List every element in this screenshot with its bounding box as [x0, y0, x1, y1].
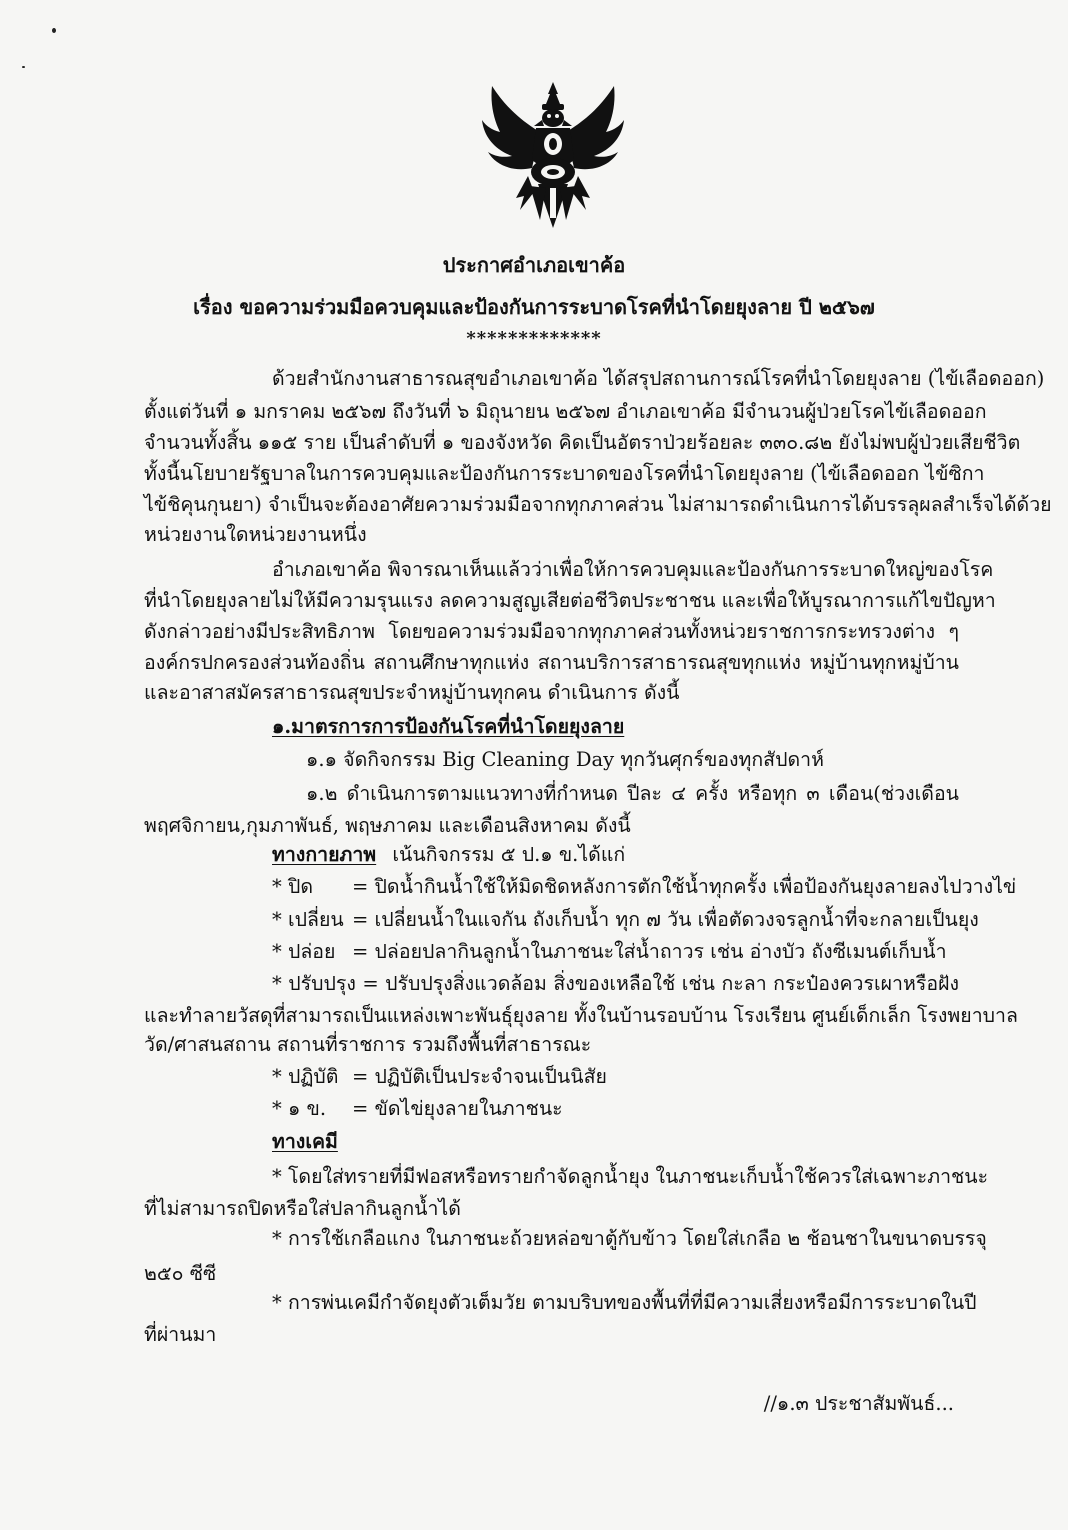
scan-speck: [52, 28, 56, 33]
section-1-heading: ๑.มาตรการการป้องกันโรคที่นำโดยยุงลาย: [272, 715, 625, 738]
p-item-key: * ปฏิบัติ: [272, 1065, 339, 1088]
p-item-key: * ปล่อย: [272, 940, 336, 963]
chemical-label: ทางเคมี: [272, 1130, 338, 1153]
paragraph-2-line: ที่นำโดยยุงลายไม่ให้มีความรุนแรง ลดความสูญเสียต่อชีวิตประชาชน และเพื่อให้บูรณาการแก้ไขปัญหา: [144, 589, 996, 612]
chemical-item-line: ๒๕๐ ซีซี: [144, 1262, 217, 1285]
p-item-text: = เปลี่ยนน้ำในแจกัน ถังเก็บน้ำ ทุก ๗ วัน เพื่อตัดวงจรลูกน้ำที่จะกลายเป็นยุง: [352, 908, 979, 931]
p-item-close: [272, 874, 1016, 900]
item-1-2-line: ๑.๒ ดำเนินการตามแนวทางที่กำหนด ปีละ ๔ ครั้ง หรือทุก ๓ เดือน(ช่วงเดือน: [306, 782, 959, 805]
scan-speck: [22, 66, 25, 68]
p-item-improve-line: วัด/ศาสนสถาน สถานที่ราชการ รวมถึงพื้นที่สาธารณะ: [144, 1033, 592, 1056]
paragraph-1-line: ทั้งนี้นโยบายรัฐบาลในการควบคุมและป้องกันการระบาดของโรคที่นำโดยยุงลาย (ไข้เลือดออก ไข้ซิกา: [144, 462, 985, 485]
chemical-item-line: ที่ไม่สามารถปิดหรือใส่ปลากินลูกน้ำได้: [144, 1197, 461, 1220]
separator-stars: *************: [466, 328, 602, 349]
garuda-emblem-icon: [478, 80, 628, 230]
continuation-marker: //๑.๓ ประชาสัมพันธ์...: [763, 1392, 954, 1415]
p-item-text: = ปฏิบัติเป็นประจำจนเป็นนิสัย: [352, 1065, 607, 1088]
p-item-text: = ปิดน้ำกินน้ำใช้ให้มิดชิดหลังการตักใช้น้ำทุกครั้ง เพื่อป้องกันยุงลายลงไปวางไข่: [352, 875, 1017, 898]
announcement-title: ประกาศอำเภอเขาค้อ: [442, 253, 626, 277]
item-1-1: ๑.๑ จัดกิจกรรม Big Cleaning Day ทุกวันศุกร์ของทุกสัปดาห์: [306, 748, 824, 771]
paragraph-1-line: ตั้งแต่วันที่ ๑ มกราคม ๒๕๖๗ ถึงวันที่ ๖ มิถุนายน ๒๕๖๗ อำเภอเขาค้อ มีจำนวนผู้ป่วยโรคไข้เลือดออก: [144, 400, 987, 423]
p-item-scrub: [272, 1096, 563, 1122]
chemical-item-line: * การใช้เกลือแกง ในภาชนะถ้วยหล่อขาตู้กับข้าว โดยใส่เกลือ ๒ ช้อนชาในขนาดบรรจุ: [272, 1227, 987, 1250]
paragraph-2-line: อำเภอเขาค้อ พิจารณาเห็นแล้วว่าเพื่อให้การควบคุมและป้องกันการระบาดใหญ่ของโรค: [272, 558, 994, 581]
paragraph-2-line: ดังกล่าวอย่างมีประสิทธิภาพ โดยขอความร่วมมือจากทุกภาคส่วนทั้งหน่วยราชการกระทรวงต่าง ๆ: [144, 620, 959, 643]
p-item-change: [272, 907, 979, 933]
physical-label: ทางกายภาพ: [272, 843, 377, 866]
p-item-text: = ขัดไข่ยุงลายในภาชนะ: [352, 1097, 563, 1120]
physical-intro: เน้นกิจกรรม ๕ ป.๑ ข.ได้แก่: [392, 843, 626, 866]
p-item-key: * เปลี่ยน: [272, 908, 344, 931]
p-item-key: * ปิด: [272, 875, 313, 898]
physical-measures-row: [272, 842, 625, 868]
paragraph-1-line: หน่วยงานใดหน่วยงานหนึ่ง: [144, 523, 367, 546]
chemical-item-line: * การพ่นเคมีกำจัดยุงตัวเต็มวัย ตามบริบทของพื้นที่ที่มีความเสี่ยงหรือมีการระบาดในปี: [272, 1291, 977, 1314]
item-1-2-line: พฤศจิกายน,กุมภาพันธ์, พฤษภาคม และเดือนสิงหาคม ดังนี้: [144, 814, 631, 837]
p-item-text: = ปล่อยปลากินลูกน้ำในภาชนะใส่น้ำถาวร เช่น อ่างบัว ถังซีเมนต์เก็บน้ำ: [352, 940, 947, 963]
paragraph-2-line: และอาสาสมัครสาธารณสุขประจำหมู่บ้านทุกคน ดำเนินการ ดังนี้: [144, 681, 680, 704]
paragraph-1-line: ไข้ชิคุนกุนยา) จำเป็นจะต้องอาศัยความร่วมมือจากทุกภาคส่วน ไม่สามารถดำเนินการได้บรรลุผลสำเร็จได้ด้วย: [144, 493, 1052, 516]
announcement-subject: เรื่อง ขอความร่วมมือควบคุมและป้องกันการระบาดโรคที่นำโดยยุงลาย ปี ๒๕๖๗: [193, 295, 875, 319]
p-item-release: [272, 939, 947, 965]
p-item-key: * ๑ ข.: [272, 1097, 327, 1120]
p-item-improve-line: * ปรับปรุง = ปรับปรุงสิ่งแวดล้อม สิ่งของเหลือใช้ เช่น กะลา กระป๋องควรเผาหรือฝัง: [272, 972, 959, 995]
chemical-item-line: ที่ผ่านมา: [144, 1323, 217, 1346]
p-item-improve-line: และทำลายวัสดุที่สามารถเป็นแหล่งเพาะพันธุ์ยุงลาย ทั้งในบ้านรอบบ้าน โรงเรียน ศูนย์เด็กเล็ก โรงพยาบาล: [144, 1004, 1018, 1027]
p-item-practice: [272, 1064, 607, 1090]
chemical-item-line: * โดยใส่ทรายที่มีฟอสหรือทรายกำจัดลูกน้ำยุง ในภาชนะเก็บน้ำใช้ควรใส่เฉพาะภาชนะ: [272, 1165, 989, 1188]
paragraph-1-line: ด้วยสำนักงานสาธารณสุขอำเภอเขาค้อ ได้สรุปสถานการณ์โรคที่นำโดยยุงลาย (ไข้เลือดออก): [272, 367, 1045, 390]
paragraph-2-line: องค์กรปกครองส่วนท้องถิ่น สถานศึกษาทุกแห่ง สถานบริการสาธารณสุขทุกแห่ง หมู่บ้านทุกหมู่บ้าน: [144, 651, 959, 674]
paragraph-1-line: จำนวนทั้งสิ้น ๑๑๕ ราย เป็นลำดับที่ ๑ ของจังหวัด คิดเป็นอัตราป่วยร้อยละ ๓๓๐.๘๒ ยังไม่พบผู้ป่วยเสียชีวิต: [144, 431, 1021, 454]
